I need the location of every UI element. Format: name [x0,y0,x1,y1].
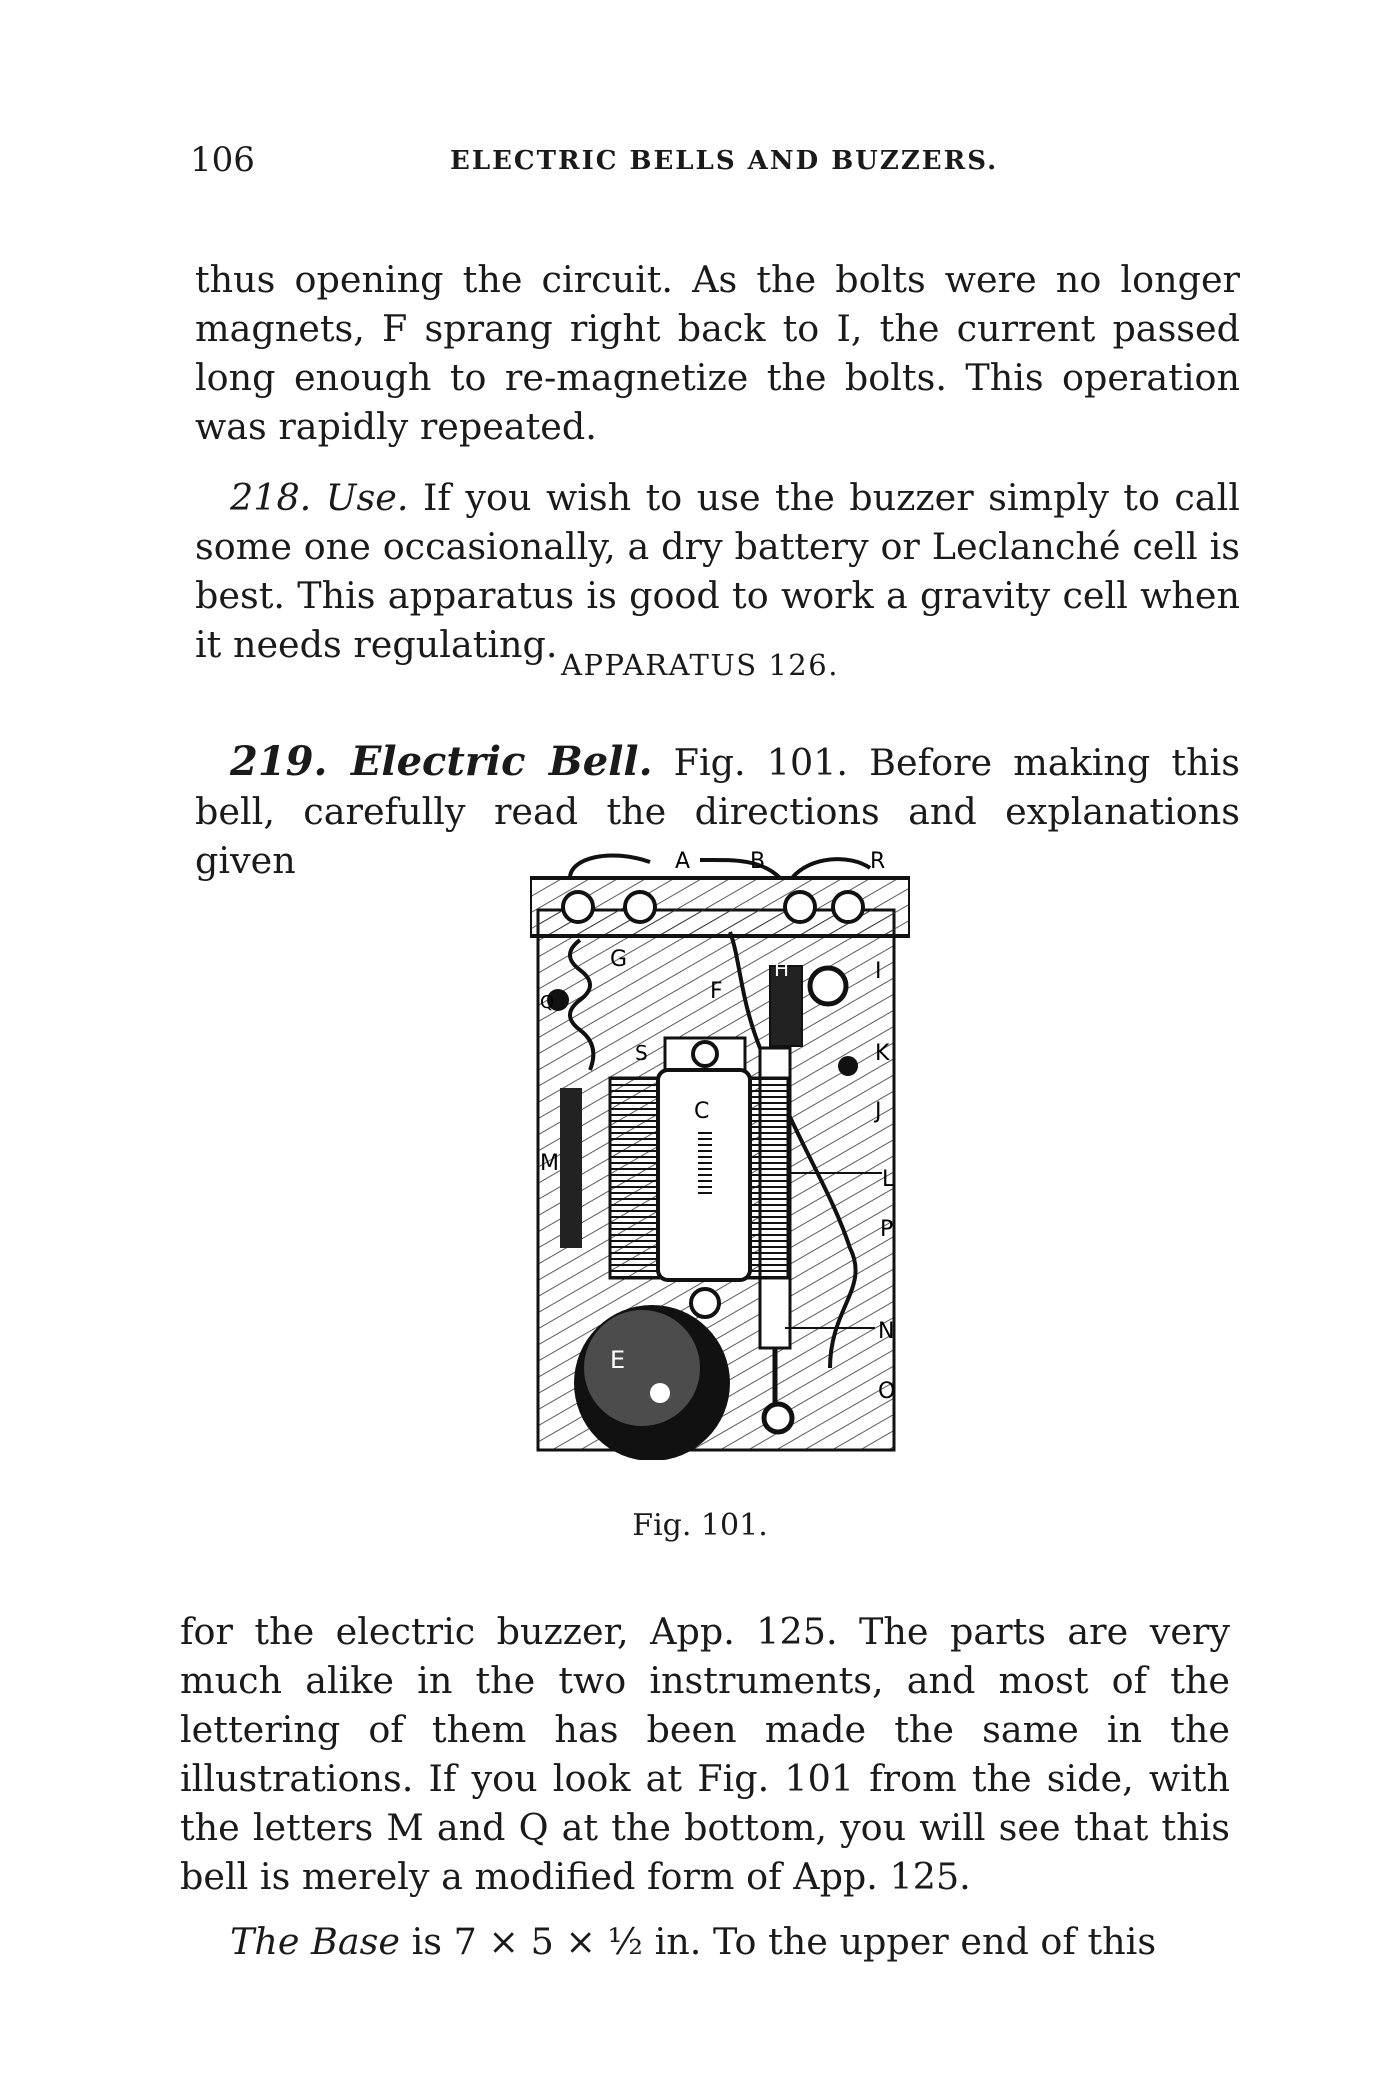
figure-caption: Fig. 101. [632,1508,768,1543]
terminal-screw-c [785,892,815,922]
paragraph-218 [195,473,1240,669]
label-f: F [710,979,723,1004]
paragraph-continuation: for the electric buzzer, App. 125. The parts are very much alike in the two instruments, and most of the lettering of them has been made the same in the illustrations. If you look at Fig. 101 from the side, with the letters M and Q at the bottom, you will see that this bell is merely a modified form of App. 125. [180,1609,1230,1898]
label-j: J [875,1099,882,1124]
gong-center [650,1383,670,1403]
label-q: Q [540,992,555,1013]
apparatus-label: APPARATUS 126. [561,648,839,682]
label-m: M [540,1151,559,1176]
paragraph-218-text: If you wish to use the buzzer simply to call some one occasionally, a dry battery or Leclanché cell is best. This apparatus is good to work a gravity cell when it needs regulating. [195,475,1240,666]
screw-i [810,968,846,1004]
terminal-screw-d [833,892,863,922]
label-g: G [610,947,628,972]
label-e: E [610,1346,626,1374]
terminal-screw-b [625,892,655,922]
section-title-base: The Base [230,1919,400,1963]
page-number: 106 [190,140,255,180]
label-o: O [878,1379,896,1404]
label-l: L [882,1167,895,1192]
running-head: ELECTRIC BELLS AND BUZZERS. [450,146,999,176]
label-h: H [774,957,790,981]
screw-lower [691,1289,719,1317]
section-number-218: 218. [230,475,312,519]
wire-a [570,855,650,878]
wire-b [700,860,780,878]
paragraph-base-text: is 7 × 5 × ½ in. To the upper end of this [411,1919,1157,1963]
label-b: B [750,849,766,874]
paragraph-base [180,1917,1230,1966]
wire-r [792,859,870,878]
paragraph-219-text: Fig. 101. Before making this bell, carefully read the directions and explanations given [195,740,1241,882]
electric-bell-figure [530,848,910,1460]
label-a: A [675,849,691,874]
label-c: C [694,1099,710,1124]
label-n: N [878,1319,895,1344]
label-r: R [870,849,886,874]
label-k: K [875,1041,890,1066]
page-header [190,140,1240,190]
label-p: P [880,1217,894,1242]
screw-k [838,1056,858,1076]
section-title-use: Use. [325,475,409,519]
screw-s [693,1042,717,1066]
magnet-m [560,1088,582,1248]
yoke-c-mark [698,1128,712,1198]
label-s: S [635,1041,648,1065]
paragraph-opening: thus opening the circuit. As the bolts were no longer magnets, F sprang right back to I, the current passed long enough to re-magnetize the bolts. This operation was rapidly repeated. [195,257,1240,448]
label-i: I [875,959,882,984]
section-title-electric-bell: 219. Electric Bell. [230,737,653,785]
hammer-o [764,1404,792,1432]
gong-e-highlight [584,1310,700,1426]
terminal-screw-a [563,892,593,922]
